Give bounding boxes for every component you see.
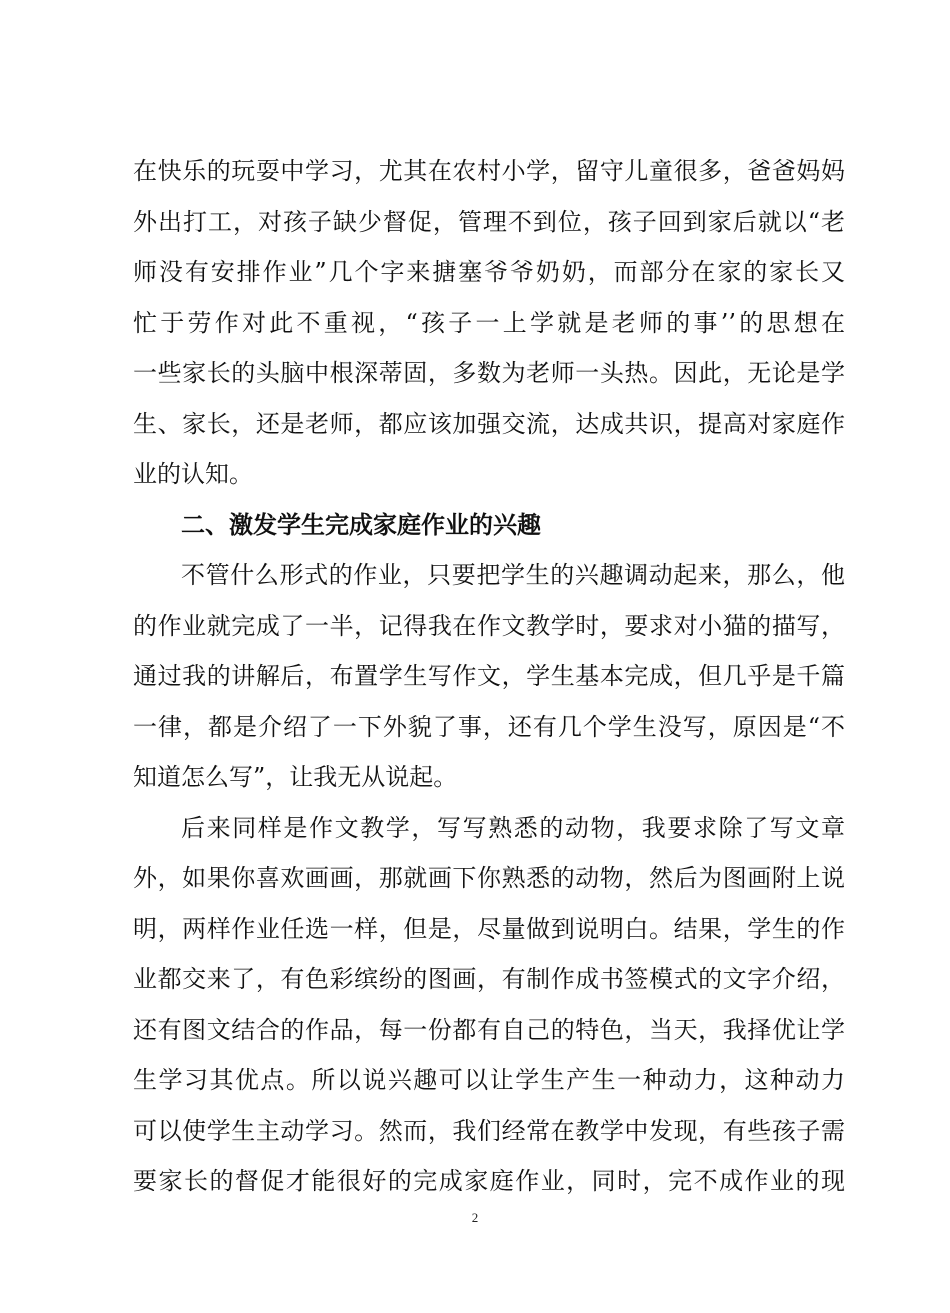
paragraph-line: 一律，都是介绍了一下外貌了事，还有几个学生没写，原因是“不 <box>133 712 845 741</box>
paragraph-line: 生学习其优点。所以说兴趣可以让学生产生一种动力，这种动力 <box>133 1066 845 1094</box>
paragraph-line: 业都交来了，有色彩缤纷的图画，有制作成书签模式的文字介绍， <box>133 965 845 993</box>
paragraph-line: 后来同样是作文教学，写写熟悉的动物，我要求除了写文章 <box>181 813 845 842</box>
paragraph-line: 师没有安排作业”几个字来搪塞爷爷奶奶，而部分在家的家长又 <box>133 258 845 286</box>
paragraph-line: 还有图文结合的作品，每一份都有自己的特色，当天，我择优让学 <box>133 1015 845 1044</box>
paragraph-line: 忙于劳作对此不重视，“孩子一上学就是老师的事’’的思想在 <box>133 308 845 337</box>
paragraph-line: 业的认知。 <box>133 460 253 488</box>
section-heading: 二、激发学生完成家庭作业的兴趣 <box>181 510 541 539</box>
paragraph-line: 知道怎么写”，让我无从说起。 <box>133 763 458 791</box>
paragraph-line: 外，如果你喜欢画画，那就画下你熟悉的动物，然后为图画附上说 <box>133 864 845 892</box>
paragraph-line: 可以使学生主动学习。然而，我们经常在教学中发现，有些孩子需 <box>133 1116 845 1145</box>
page-number: 2 <box>471 1210 479 1225</box>
paragraph-line: 明，两样作业任选一样，但是，尽量做到说明白。结果，学生的作 <box>133 914 845 943</box>
paragraph-line: 的作业就完成了一半，记得我在作文教学时，要求对小猫的描写， <box>133 611 845 640</box>
paragraph-line: 一些家长的头脑中根深蒂固，多数为老师一头热。因此，无论是学 <box>133 359 845 387</box>
paragraph-line: 不管什么形式的作业，只要把学生的兴趣调动起来，那么，他 <box>181 561 845 589</box>
paragraph-line: 在快乐的玩耍中学习，尤其在农村小学，留守儿童很多，爸爸妈妈 <box>133 157 845 185</box>
paragraph-line: 外出打工，对孩子缺少督促，管理不到位，孩子回到家后就以“老 <box>133 207 845 236</box>
paragraph-line: 要家长的督促才能很好的完成家庭作业，同时，完不成作业的现 <box>133 1167 845 1195</box>
paragraph-line: 通过我的讲解后，布置学生写作文，学生基本完成，但几乎是千篇 <box>133 662 845 690</box>
paragraph-line: 生、家长，还是老师，都应该加强交流，达成共识，提高对家庭作 <box>133 409 845 438</box>
document-body <box>133 146 845 1207</box>
